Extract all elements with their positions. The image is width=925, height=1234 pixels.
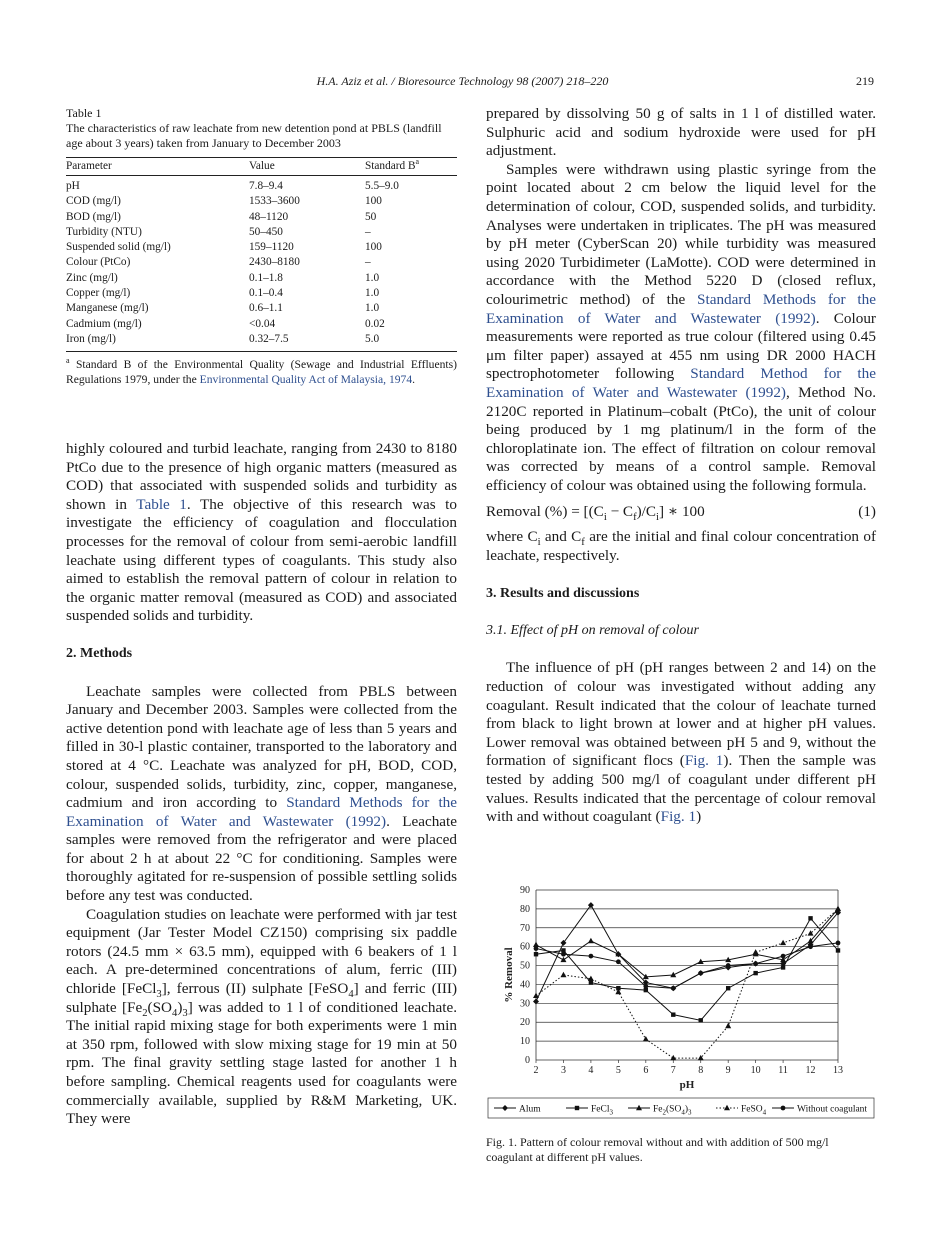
table-row xyxy=(66,194,457,209)
data-point xyxy=(780,940,786,945)
data-point xyxy=(808,916,812,920)
legend-label: FeSO$_4$ xyxy=(741,1104,767,1117)
table-footnote: $^a$ Standard B of the Environmental Quality (Sewage and Industrial Effluents) Regulations 1979, under the Environmental Quality Act of Malaysia, 1974. xyxy=(66,356,457,386)
x-tick-label: 3 xyxy=(560,1065,566,1076)
table-cell: Turbidity (NTU) xyxy=(66,225,142,238)
x-tick-label: 9 xyxy=(725,1065,731,1076)
table-cell: 0.6–1.1 xyxy=(249,302,283,315)
data-point xyxy=(643,984,648,989)
x-tick-label: 6 xyxy=(643,1065,649,1076)
data-point xyxy=(560,972,566,977)
left-column xyxy=(66,440,457,1129)
x-tick-label: 10 xyxy=(750,1065,761,1076)
table-row xyxy=(66,286,457,301)
section-heading-results: 3. Results and discussions xyxy=(486,586,640,602)
standard-method-link[interactable]: Standard Method for the Examination of Water and Wastewater (1992) xyxy=(486,365,876,401)
data-point xyxy=(534,952,538,956)
table-cell: Colour (PtCo) xyxy=(66,256,131,269)
legend-marker xyxy=(724,1105,730,1110)
data-point xyxy=(836,948,840,952)
table-cell: Cadmium (mg/l) xyxy=(66,317,142,330)
table-row xyxy=(66,176,457,195)
y-tick-label: 30 xyxy=(520,998,530,1010)
data-point xyxy=(616,959,621,964)
paragraph: Coagulation studies on leachate were performed with jar test equipment (Jar Tester Model CZ150) comprising six paddle rotors (24.5 mm × 63.5 mm), equipped with 6 beakers of 1 l each. A pre-determined concentrations of alum, ferric (III) chloride [FeCl$_3$], ferrous (II) sulphate [FeSO$_4$] and ferric (III) sulphate $[Fe_2(SO_4)_3]$ was added to 1 l of conditioned leachate. The initial rapid mixing stage for both experiments were 1 min at 350 rpm, followed with slow mixing stage for 19 min at 50 rpm. The final gravity settling stage lasted for another 1 h before sampling. Chemical reagents used for coagulants were commercially available, supplied by R&M Marketing, UK. They were xyxy=(66,905,458,1128)
legend-marker xyxy=(502,1105,508,1111)
legend-marker xyxy=(575,1106,579,1110)
table-cell: Iron (mg/l) xyxy=(66,332,249,352)
legend-marker xyxy=(781,1106,786,1111)
equation-body: Removal (%) = $[(C_i - C_f)/C_i]$ ∗ 100 xyxy=(486,503,705,524)
equation-1 xyxy=(486,503,876,522)
data-point xyxy=(643,1036,649,1041)
paragraph: highly coloured and turbid leachate, ranging from 2430 to 8180 PtCo due to the presence of high organic matters (measured as COD) that associated with suspended solids and turbidity as shown in Table 1. The objective of this research was to investigate the efficiency of coagulation and flocculation processes for the removal of colour from semi-aerobic landfill leachate using different types of coagulants. This study also aimed to establish the removal pattern of colour in relation to the organic matter removal (measured as COD) and associated suspended solids and turbidity. xyxy=(66,440,457,625)
footnote-link[interactable]: Environmental Quality Act of Malaysia, 1974 xyxy=(199,373,413,386)
paragraph: Leachate samples were collected from PBLS between January and December 2003. Samples were collected from the active detention pond with leachate age of less than 5 years and filled in 30-l plastic container, transported to the laboratory and stored at 4 °C. Leachate was analyzed for pH, BOD, COD, colour, suspended solids, turbidity, zinc, copper, manganese, cadmium and iron according to Standard Methods for the Examination of Water and Wastewater (1992). Leachate samples were removed from the refrigerator and were placed for about 2 h at about 22 °C for conditioning. Samples were thoroughly agitated for re-suspension of possible settling solids before any test was conducted. xyxy=(66,682,457,905)
data-point xyxy=(835,906,841,911)
data-point xyxy=(725,1023,731,1028)
table-cell: Copper (mg/l) xyxy=(66,287,131,300)
table-cell: 50–450 xyxy=(249,225,283,238)
table-row xyxy=(66,332,457,352)
data-point xyxy=(698,971,703,976)
x-tick-label: 7 xyxy=(670,1065,676,1076)
table-cell: 0.02 xyxy=(365,317,385,330)
column-header: Parameter xyxy=(66,158,249,176)
data-point xyxy=(589,954,594,959)
table-caption: The characteristics of raw leachate from new detention pond at PBLS (landfill age about 3 years) taken from January to December 2003 xyxy=(66,121,442,150)
y-tick-label: 40 xyxy=(520,979,530,991)
data-point xyxy=(588,938,594,943)
page-number: 219 xyxy=(856,74,874,88)
paragraph: The influence of pH (pH ranges between 2 and 14) on the reduction of colour was investigated without adding any coagulant. Result indicated that the colour of leachate turned from black to light brown at lower and at higher pH values. Lower removal was obtained between pH 5 and 9, without the formation of significant flocs (Fig. 1). Then the sample was tested by adding 500 mg/l of coagulant under different pH values. Results indicated that the percentage of colour removal with and without coagulant (Fig. 1) xyxy=(486,659,876,826)
x-tick-label: 11 xyxy=(778,1065,788,1076)
table-cell: 1533–3600 xyxy=(249,195,300,208)
table-cell: 1.0 xyxy=(365,302,380,315)
equation-number: (1) xyxy=(858,503,876,521)
y-tick-label: 20 xyxy=(520,1017,530,1029)
data-point xyxy=(560,957,566,962)
table-cell: COD (mg/l) xyxy=(66,195,121,208)
table-cell: 7.8–9.4 xyxy=(249,180,283,192)
legend-label: FeCl$_3$ xyxy=(591,1104,613,1117)
table-cell: 2430–8180 xyxy=(249,256,300,269)
x-axis-label: pH xyxy=(679,1079,695,1091)
figure-caption: Fig. 1. Pattern of colour removal without and with addition of 500 mg/l coagulant at different pH values. xyxy=(486,1135,829,1164)
legend-label: Without coagulant xyxy=(797,1104,868,1115)
table-cell: Zinc (mg/l) xyxy=(66,271,118,284)
data-point xyxy=(753,961,758,966)
y-tick-label: 70 xyxy=(520,922,530,934)
x-tick-label: 8 xyxy=(698,1065,704,1076)
x-tick-label: 4 xyxy=(588,1065,594,1076)
series-line-3 xyxy=(536,909,838,1058)
data-point xyxy=(671,986,676,991)
data-point xyxy=(671,1012,675,1016)
table-cell: Manganese (mg/l) xyxy=(66,302,149,315)
table-cell: 0.1–1.8 xyxy=(249,271,283,284)
y-tick-label: 80 xyxy=(520,903,530,915)
fig-ref-link[interactable]: Fig. 1 xyxy=(660,808,697,826)
table-cell: 50 xyxy=(365,210,377,223)
data-point xyxy=(726,986,730,990)
table-row xyxy=(66,240,457,255)
table-cell: 0.32–7.5 xyxy=(249,332,365,352)
data-point xyxy=(699,1018,703,1022)
paragraph: prepared by dissolving 50 g of salts in 1 l of distilled water. Sulphuric acid and sodium hydroxide were used for pH adjustment. xyxy=(486,105,876,160)
table-body xyxy=(66,176,457,352)
data-point xyxy=(753,971,757,975)
table-row xyxy=(66,210,457,225)
data-point xyxy=(561,952,566,957)
table-cell: pH xyxy=(66,180,80,192)
table-cell: 48–1120 xyxy=(249,210,289,223)
legend-label: Alum xyxy=(519,1104,541,1115)
legend-label: $Fe_2(SO_4)_3$ xyxy=(653,1104,692,1117)
data-point xyxy=(781,965,785,969)
data-point xyxy=(753,949,759,954)
standard-methods-link[interactable]: Standard Methods for the Examination of Water and Wastewater (1992) xyxy=(66,794,457,830)
table-cell: 0.1–0.4 xyxy=(249,287,283,300)
series-line-1 xyxy=(536,918,838,1020)
column-header: Standard $B^a$ xyxy=(365,158,457,176)
table-cell: Suspended solid (mg/l) xyxy=(66,241,171,254)
data-point xyxy=(808,944,813,949)
subsection-heading: 3.1. Effect of pH on removal of colour xyxy=(486,622,699,638)
data-point xyxy=(781,954,786,959)
table-cell: <0.04 xyxy=(249,317,276,330)
paragraph: where $C_i$ and $C_f$ are the initial and final colour concentration of leachate, respectively. xyxy=(486,528,877,564)
table-cell: 159–1120 xyxy=(249,241,294,254)
data-point xyxy=(836,940,841,945)
data-point xyxy=(534,946,539,951)
characteristics-table xyxy=(66,157,457,352)
table-cell: – xyxy=(365,256,371,269)
column-header: Value xyxy=(249,158,365,176)
table-cell: 100 xyxy=(365,195,382,208)
table-cell: – xyxy=(365,225,371,238)
data-point xyxy=(726,963,731,968)
y-axis-label: % Removal xyxy=(503,947,515,1003)
table-row xyxy=(66,301,457,316)
x-tick-label: 2 xyxy=(533,1065,539,1076)
fig-ref-link[interactable]: Fig. 1 xyxy=(684,752,724,770)
y-tick-label: 0 xyxy=(525,1055,530,1066)
table-row xyxy=(66,271,457,286)
table-cell: 5.5–9.0 xyxy=(365,180,399,192)
table-cell: 100 xyxy=(365,241,382,254)
section-heading-methods: 2. Methods xyxy=(66,645,133,661)
table-cell: 1.0 xyxy=(365,271,380,284)
table-row xyxy=(66,317,457,332)
table-cell: BOD (mg/l) xyxy=(66,210,121,223)
data-point xyxy=(670,1055,676,1060)
x-tick-label: 12 xyxy=(805,1065,816,1076)
table-row xyxy=(66,255,457,270)
right-column xyxy=(486,105,876,827)
running-head: H.A. Aziz et al. / Bioresource Technology 98 (2007) 218–220 xyxy=(316,74,609,88)
data-point xyxy=(808,930,814,935)
x-tick-label: 13 xyxy=(833,1065,843,1076)
paragraph: Samples were withdrawn using plastic syringe from the point located about 2 cm below the liquid level for the determination of colour, COD, suspended solids, and turbidity. Analyses were undertaken in triplicates. The pH was measured by pH meter (CyberScan 20) while turbidity was measured using 2020 Turbidimeter (LaMotte). COD were determined in accordance with the Method 5220 D (closed reflux, colourimetric method) of the Standard Methods for the Examination of Water and Wastewater (1992). Colour measurements were reported as true colour (filtered using 0.45 μm filter paper) assayed at 455 nm using DR 2000 HACH spectrophotometer following Standard Method for the Examination of Water and Wastewater (1992), Method No. 2120C reported in Platinum–cobalt (PtCo), the unit of colour being produced by 1 mg platinum/l in the form of the chloroplatinate ion. The effect of filtration on colour removal was corrected by means of a control sample. Removal efficiency of colour was obtained using the following formula. xyxy=(486,160,876,494)
table-cell: 5.0 xyxy=(365,332,457,352)
y-tick-label: 10 xyxy=(520,1036,530,1048)
table-caption-block xyxy=(66,106,457,151)
standard-methods-link[interactable]: Standard Methods for the Examination of Water and Wastewater (1992) xyxy=(486,290,876,327)
table-cell: 1.0 xyxy=(365,287,380,300)
y-tick-label: 90 xyxy=(520,885,530,896)
data-point xyxy=(533,993,539,998)
y-tick-label: 60 xyxy=(520,941,530,953)
x-tick-label: 5 xyxy=(615,1065,621,1076)
table-ref-link[interactable]: Table 1 xyxy=(136,495,187,513)
y-tick-label: 50 xyxy=(520,960,530,972)
table-header-row xyxy=(66,158,457,176)
colour-removal-chart xyxy=(486,882,878,1122)
data-point xyxy=(589,980,593,984)
table-row xyxy=(66,225,457,240)
table-label: Table 1 xyxy=(66,106,102,120)
